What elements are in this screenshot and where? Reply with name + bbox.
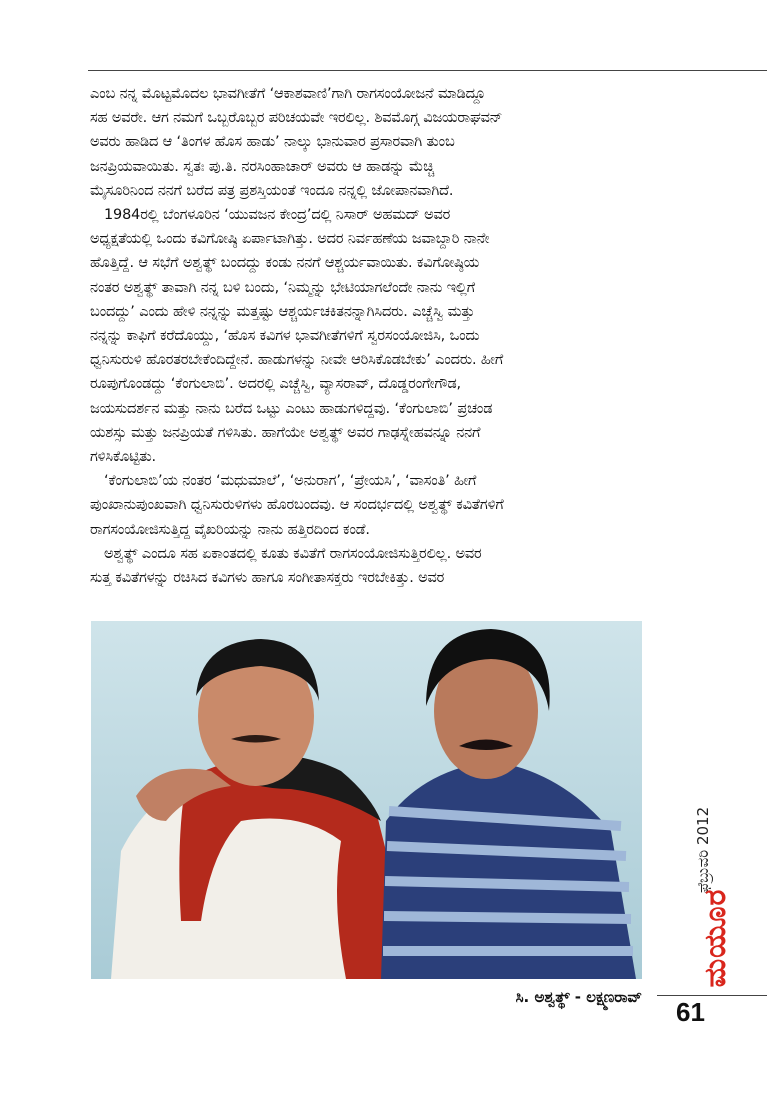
text-line: ಜನಪ್ರಿಯವಾಯಿತು. ಸ್ವತಃ ಪು.ತಿ. ನರಸಿಂಹಾಚಾರ್ ಅವರು ಆ ಹಾಡನ್ನು ಮೆಚ್ಚಿ bbox=[90, 158, 435, 175]
text-line: ಪುಂಖಾನುಪುಂಖವಾಗಿ ಧ್ವನಿಸುರುಳಿಗಳು ಹೊರಬಂದವು. ಆ ಸಂದರ್ಭದಲ್ಲಿ ಅಶ್ವತ್ಥ್ ಕವಿತೆಗಳಿಗೆ bbox=[90, 497, 504, 514]
photo-caption: ಸಿ. ಅಶ್ವತ್ಥ್ - ಲಕ್ಷ್ಮಣರಾವ್ bbox=[515, 988, 642, 1006]
issue-date: ಫೆಬ್ರುವರಿ 2012 bbox=[694, 806, 712, 894]
text-line: ಮೈಸೂರಿನಿಂದ ನನಗೆ ಬರೆದ ಪತ್ರ ಪ್ರಶಸ್ತಿಯಂತೆ ಇಂದೂ ನನ್ನಲ್ಲಿ ಜೋಪಾನವಾಗಿದೆ. bbox=[90, 182, 454, 199]
text-line: ಸುತ್ತ ಕವಿತೆಗಳನ್ನು ರಚಿಸಿದ ಕವಿಗಳು ಹಾಗೂ ಸಂಗೀತಾಸಕ್ತರು ಇರಬೇಕಿತ್ತು. ಅವರ bbox=[90, 570, 445, 587]
text-line: ರಾಗಸಂಯೋಜಿಸುತ್ತಿದ್ದ ವೈಖರಿಯನ್ನು ನಾನು ಹತ್ತಿರದಿಂದ ಕಂಡೆ. bbox=[90, 521, 370, 538]
paragraph-2 bbox=[90, 203, 640, 469]
text-line: ಜಯಸುದರ್ಶನ ಮತ್ತು ನಾನು ಬರೆದ ಒಟ್ಟು ಎಂಟು ಹಾಡುಗಳಿದ್ದವು. ‘ಕೆಂಗುಲಾಬಿ’ ಪ್ರಚಂಡ bbox=[90, 400, 493, 417]
text-line: ಅಧ್ಯಕ್ಷತೆಯಲ್ಲಿ ಒಂದು ಕವಿಗೋಷ್ಠಿ ಏರ್ಪಾಟಾಗಿತ್ತು. ಅದರ ನಿರ್ವಹಣೆಯ ಜವಾಬ್ದಾರಿ ನಾನೇ bbox=[90, 231, 490, 248]
text-line: 1984ರಲ್ಲಿ ಬೆಂಗಳೂರಿನ ‘ಯುವಜನ ಕೇಂದ್ರ’ದಲ್ಲಿ ನಿಸಾರ್ ಅಹಮದ್ ಅವರ bbox=[104, 207, 451, 224]
text-line: ಯಶಸ್ಸು ಮತ್ತು ಜನಪ್ರಿಯತೆ ಗಳಿಸಿತು. ಹಾಗೆಯೇ ಅಶ್ವತ್ಥ್ ಅವರ ಗಾಢಸ್ನೇಹವನ್ನೂ ನನಗೆ bbox=[90, 424, 481, 441]
text-line: ಅವರು ಹಾಡಿದ ಆ ‘ತಿಂಗಳ ಹೊಸ ಹಾಡು’ ನಾಲ್ಕು ಭಾನುವಾರ ಪ್ರಸಾರವಾಗಿ ತುಂಬ bbox=[90, 134, 455, 151]
text-line: ಎಂಬ ನನ್ನ ಮೊಟ್ಟಮೊದಲ ಭಾವಗೀತೆಗೆ ‘ಆಕಾಶವಾಣಿ’ಗಾಗಿ ರಾಗಸಂಯೋಜನೆ ಮಾಡಿದ್ದೂ bbox=[90, 86, 486, 102]
text-line: ‘ಕೆಂಗುಲಾಬಿ’ಯ ನಂತರ ‘ಮಧುಮಾಲೆ’, ‘ಅನುರಾಗ’, ‘ಪ್ರೇಯಸಿ’, ‘ವಾಸಂತಿ’ ಹೀಗೆ bbox=[104, 473, 477, 490]
text-line: ನನ್ನನ್ನು ಕಾಫಿಗೆ ಕರೆದೊಯ್ದು, ‘ಹೊಸ ಕವಿಗಳ ಭಾವಗೀತೆಗಳಿಗೆ ಸ್ವರಸಂಯೋಜಿಸಿ, ಒಂದು bbox=[90, 328, 480, 345]
text-line: ಸಹ ಅವರೇ. ಆಗ ನಮಗೆ ಒಬ್ಬರೊಬ್ಬರ ಪರಿಚಯವೇ ಇರಲಿಲ್ಲ. ಶಿವಮೊಗ್ಗ ವಿಜಯರಾಘವನ್ bbox=[90, 110, 503, 127]
paragraph-4 bbox=[90, 542, 640, 590]
portrait-photo bbox=[91, 621, 642, 979]
text-line: ಅಶ್ವತ್ಥ್ ಎಂದೂ ಸಹ ಏಕಾಂತದಲ್ಲಿ ಕೂತು ಕವಿತೆಗೆ ರಾಗಸಂಯೋಜಿಸುತ್ತಿರಲಿಲ್ಲ. ಅವರ bbox=[104, 545, 482, 562]
text-line: ಗಳಿಸಿಕೊಟ್ಟಿತು. bbox=[90, 449, 157, 466]
magazine-logo: ಮಯೂರ bbox=[698, 888, 733, 988]
paragraph-1 bbox=[90, 82, 640, 203]
text-line: ರೂಪುಗೊಂಡದ್ದು ‘ಕೆಂಗುಲಾಬಿ’. ಅದರಲ್ಲಿ ಎಚ್ಚೆಸ್ವಿ, ವ್ಯಾಸರಾವ್, ದೊಡ್ಡರಂಗೇಗೌಡ, bbox=[90, 376, 461, 393]
portrait-illustration bbox=[91, 621, 642, 979]
article-body bbox=[90, 82, 640, 590]
text-line: ಧ್ವನಿಸುರುಳಿ ಹೊರತರಬೇಕೆಂದಿದ್ದೇನೆ. ಹಾಡುಗಳನ್ನು ನೀವೇ ಆರಿಸಿಕೊಡಬೇಕು’ ಎಂದರು. ಹೀಗೆ bbox=[90, 352, 504, 369]
text-line: ಹೊತ್ತಿದ್ದೆ. ಆ ಸಭೆಗೆ ಅಶ್ವತ್ಥ್ ಬಂದದ್ದು ಕಂಡು ನನಗೆ ಆಶ್ಚರ್ಯವಾಯಿತು. ಕವಿಗೋಷ್ಠಿಯ bbox=[90, 255, 480, 272]
page-number: 61 bbox=[676, 997, 705, 1027]
top-rule bbox=[88, 70, 767, 71]
text-line: ಬಂದದ್ದು’ ಎಂದು ಹೇಳಿ ನನ್ನನ್ನು ಮತ್ತಷ್ಟು ಆಶ್ಚರ್ಯಚಕಿತನನ್ನಾಗಿಸಿದರು. ಎಚ್ಚೆಸ್ವಿ ಮತ್ತು bbox=[90, 303, 475, 320]
text-line: ನಂತರ ಅಶ್ವತ್ಥ್ ತಾವಾಗಿ ನನ್ನ ಬಳಿ ಬಂದು, ‘ನಿಮ್ಮನ್ನು ಭೇಟಿಯಾಗಲೆಂದೇ ನಾನು ಇಲ್ಲಿಗೆ bbox=[90, 279, 475, 296]
paragraph-3 bbox=[90, 469, 640, 542]
